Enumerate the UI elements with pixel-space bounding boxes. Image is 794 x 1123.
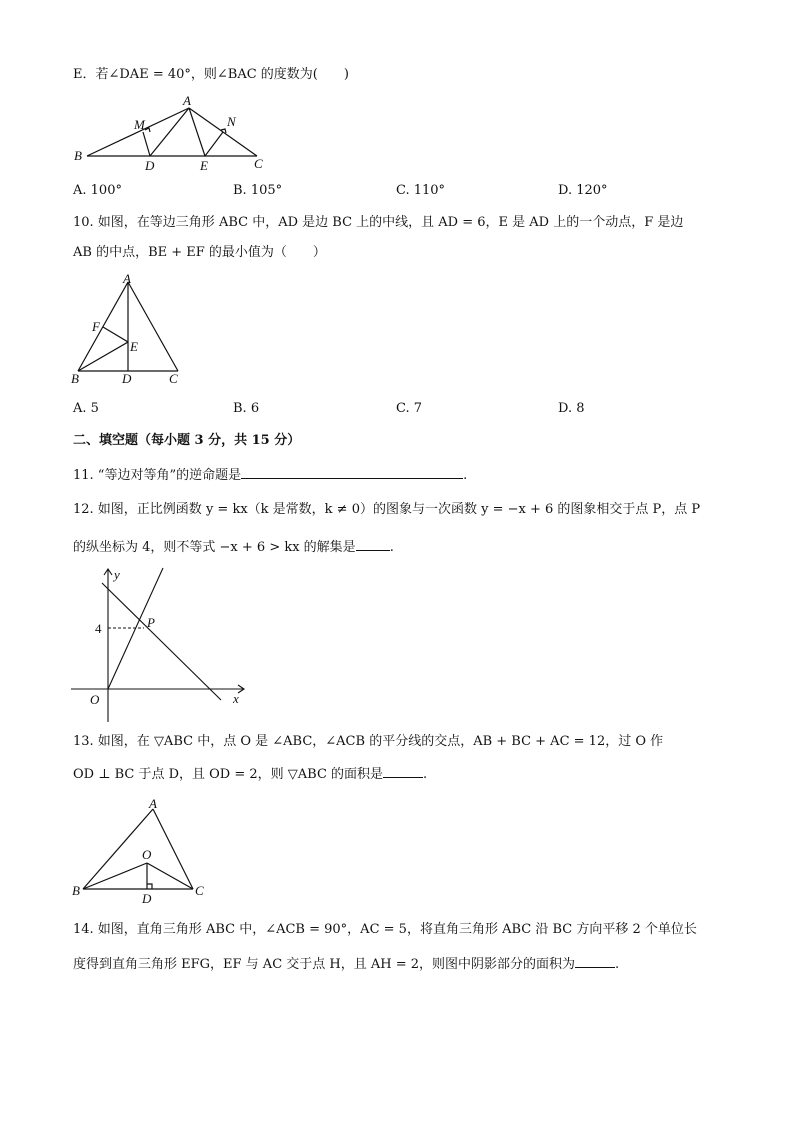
q13-line2 <box>73 764 427 784</box>
q11-line <box>73 465 467 485</box>
q12-figure <box>66 565 256 730</box>
q9-text: E．若∠DAE = 40°，则∠BAC 的度数为( ) <box>73 67 349 82</box>
q9-figure <box>70 92 280 177</box>
q13-line2-prefix: OD ⊥ BC 于点 D，且 OD = 2，则 ▽ABC 的面积是 <box>73 767 384 782</box>
q9-option-a: A. 100° <box>73 183 122 198</box>
q9-label-D: D <box>145 158 155 173</box>
q10-option-d: D. 8 <box>558 401 585 416</box>
q9-label-C: C <box>254 156 263 171</box>
q13-label-O: O <box>142 847 152 862</box>
q9-label-A: A <box>183 93 191 108</box>
q11-suffix: . <box>463 468 468 483</box>
q10-label-C: C <box>169 371 178 386</box>
q12-label-y: y <box>114 567 120 582</box>
q9-option-c: C. 110° <box>396 183 446 198</box>
q12-line1: 12. 如图，正比例函数 y = kx（k 是常数，k ≠ 0）的图象与一次函数 y = −x + 6 的图象相交于点 P，点 P <box>73 502 701 517</box>
q14-line2-prefix: 度得到直角三角形 EFG，EF 与 AC 交于点 H，且 AH = 2，则图中阴影部分的面积为 <box>73 957 576 972</box>
q9-label-N: N <box>227 114 236 129</box>
q13-line2-suffix: . <box>423 767 428 782</box>
q14-line2 <box>73 954 619 974</box>
q10-line1: 10. 如图，在等边三角形 ABC 中，AD 是边 BC 上的中线，且 AD = 6，E 是 AD 上的一个动点，F 是边 <box>73 215 684 230</box>
q10-label-B: B <box>71 371 79 386</box>
q12-label-P: P <box>147 615 155 630</box>
q10-option-b: B. 6 <box>233 401 260 416</box>
q10-line2: AB 的中点，BE + EF 的最小值为（ ） <box>73 245 326 260</box>
q12-line2-suffix: . <box>389 540 394 555</box>
q14-answer-blank[interactable] <box>575 954 615 968</box>
q9-label-B: B <box>74 148 82 163</box>
q13-label-A: A <box>149 796 157 811</box>
q14-line1: 14. 如图，直角三角形 ABC 中，∠ACB = 90°，AC = 5，将直角三角形 ABC 沿 BC 方向平移 2 个单位长 <box>73 922 697 937</box>
q12-label-O: O <box>90 692 100 707</box>
q9-label-E: E <box>200 158 208 173</box>
q10-label-D: D <box>122 371 132 386</box>
q10-figure <box>66 272 196 390</box>
q12-label-4: 4 <box>95 621 102 636</box>
q13-answer-blank[interactable] <box>383 764 423 778</box>
q12-answer-blank[interactable] <box>356 537 390 551</box>
q10-label-F: F <box>92 319 100 334</box>
section-heading: 二、填空题（每小题 3 分，共 15 分） <box>73 433 301 448</box>
q13-label-C: C <box>195 883 204 898</box>
q10-option-a: A. 5 <box>73 401 99 416</box>
q9-option-d: D. 120° <box>558 183 608 198</box>
q9-label-M: M <box>134 117 145 132</box>
q12-label-x: x <box>233 691 239 706</box>
q12-line2 <box>73 537 394 557</box>
q13-line1: 13. 如图，在 ▽ABC 中，点 O 是 ∠ABC，∠ACB 的平分线的交点，AB + BC + AC = 12，过 O 作 <box>73 734 664 749</box>
q13-label-D: D <box>142 891 152 904</box>
q10-label-A: A <box>123 272 131 286</box>
q9-option-b: B. 105° <box>233 183 283 198</box>
q12-line2-prefix: 的纵坐标为 4，则不等式 −x + 6 > kx 的解集是 <box>73 540 356 555</box>
q11-prefix: 11. “等边对等角”的逆命题是 <box>73 468 242 483</box>
q14-line2-suffix: . <box>615 957 620 972</box>
q13-figure <box>66 792 216 904</box>
q10-option-c: C. 7 <box>396 401 423 416</box>
q11-answer-blank[interactable] <box>241 465 463 479</box>
q10-label-E: E <box>130 339 138 354</box>
q13-label-B: B <box>72 883 80 898</box>
